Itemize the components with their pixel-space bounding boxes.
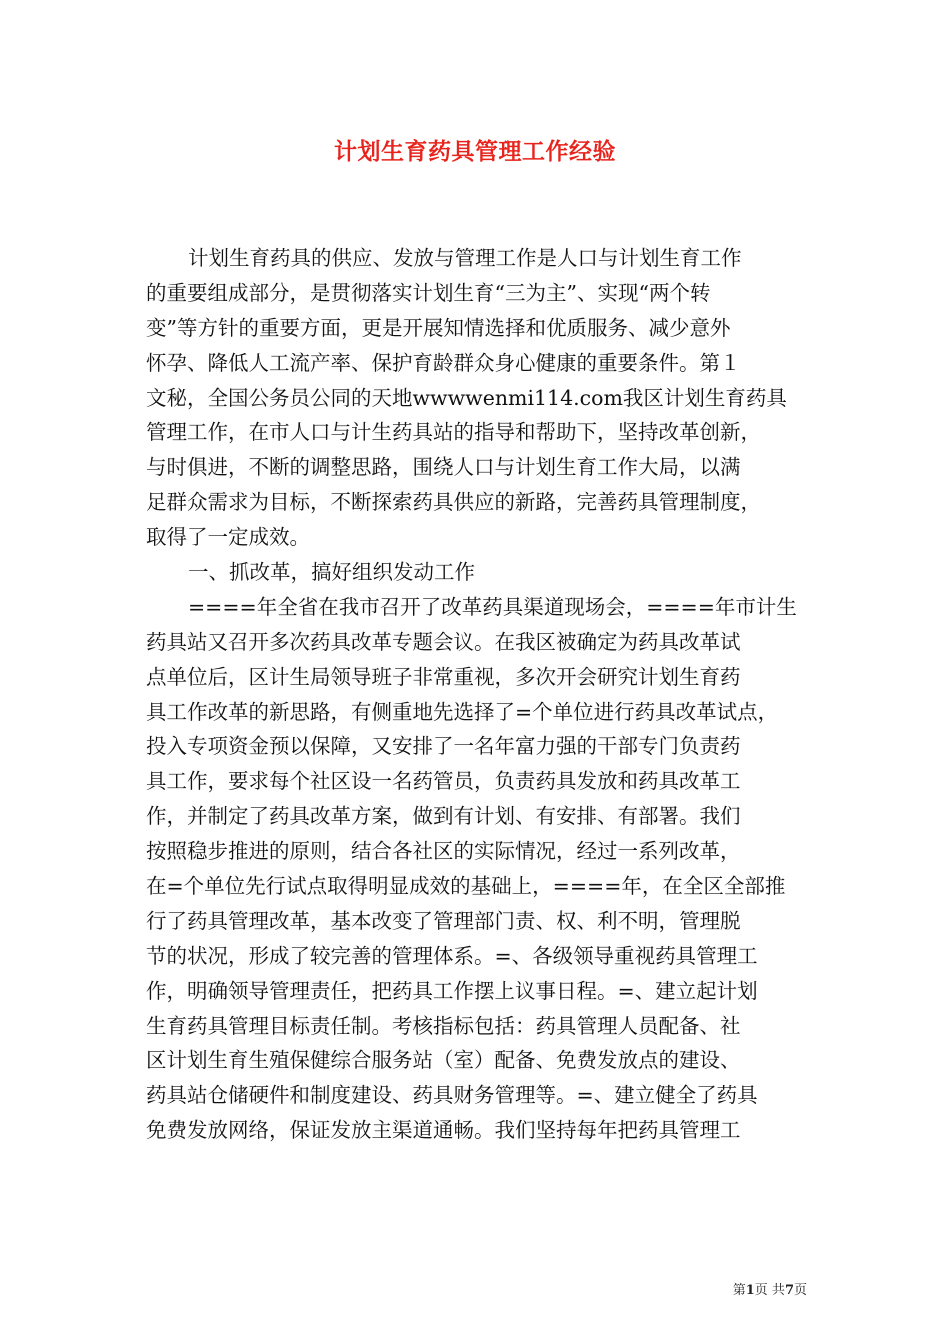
paragraph-line: 的重要组成部分，是贯彻落实计划生育“三为主”、实现“两个转 — [146, 280, 711, 305]
footer-suffix: 页 — [793, 1283, 807, 1298]
paragraph-line: 变”等方针的重要方面，更是开展知情选择和优质服务、减少意外 — [146, 315, 731, 340]
page-number-footer — [733, 1279, 807, 1298]
paragraph-line: 点单位后，区计生局领导班子非常重视，多次开会研究计划生育药 — [146, 664, 741, 689]
paragraph-line: 足群众需求为目标，不断探索药具供应的新路，完善药具管理制度， — [146, 490, 761, 515]
paragraph-line: 行了药具管理改革，基本改变了管理部门责、权、利不明，管理脱 — [146, 908, 741, 933]
paragraph-line: 免费发放网络，保证发放主渠道通畅。我们坚持每年把药具管理工 — [146, 1118, 741, 1143]
document-body — [146, 241, 812, 1148]
paragraph-line: 在=个单位先行试点取得明显成效的基础上，====年，在全区全部推 — [146, 874, 786, 899]
paragraph-line: 作，明确领导管理责任，把药具工作摆上议事日程。=、建立起计划 — [146, 978, 758, 1003]
paragraph-line: 具工作，要求每个社区设一名药管员，负责药具发放和药具改革工 — [146, 769, 741, 794]
paragraph-line: 取得了一定成效。 — [146, 525, 310, 550]
current-page-number: 1 — [745, 1283, 755, 1298]
paragraph-line: 按照稳步推进的原则，结合各社区的实际情况，经过一系列改革， — [146, 839, 741, 864]
total-page-count: 7 — [784, 1283, 794, 1298]
paragraph-line: 区计划生育生殖保健综合服务站（室）配备、免费发放点的建设、 — [146, 1048, 741, 1073]
footer-prefix: 第 — [732, 1283, 746, 1298]
document-title: 计划生育药具管理工作经验 — [334, 138, 616, 165]
section-heading: 一、抓改革，搞好组织发动工作 — [188, 560, 475, 585]
paragraph-line: 具工作改革的新思路，有侧重地先选择了=个单位进行药具改革试点， — [146, 699, 779, 724]
paragraph-line: 药具站又召开多次药具改革专题会议。在我区被确定为药具改革试 — [146, 629, 741, 654]
paragraph-line: 计划生育药具的供应、发放与管理工作是人口与计划生育工作 — [188, 246, 742, 270]
paragraph-line: 投入专项资金预以保障，又安排了一名年富力强的干部专门负责药 — [146, 734, 741, 759]
paragraph-line: 文秘，全国公务员公同的天地wwwwenmi114.com我区计划生育药具 — [146, 385, 787, 410]
paragraph-line: 药具站仓储硬件和制度建设、药具财务管理等。=、建立健全了药具 — [146, 1083, 758, 1108]
paragraph-line: ====年全省在我市召开了改革药具渠道现场会，====年市计生 — [188, 594, 797, 619]
paragraph-line: 与时俱进，不断的调整思路，围绕人口与计划生育工作大局，以满 — [146, 455, 741, 480]
paragraph-line: 作，并制定了药具改革方案，做到有计划、有安排、有部署。我们 — [146, 804, 741, 829]
paragraph-line: 生育药具管理目标责任制。考核指标包括：药具管理人员配备、社 — [146, 1013, 741, 1038]
paragraph-line: 管理工作，在市人口与计生药具站的指导和帮助下，坚持改革创新， — [146, 420, 761, 445]
paragraph-line: 节的状况，形成了较完善的管理体系。=、各级领导重视药具管理工 — [146, 943, 758, 968]
paragraph-line: 怀孕、降低人工流产率、保护育龄群众身心健康的重要条件。第１ — [146, 350, 741, 375]
footer-middle: 页 共 — [754, 1283, 785, 1298]
